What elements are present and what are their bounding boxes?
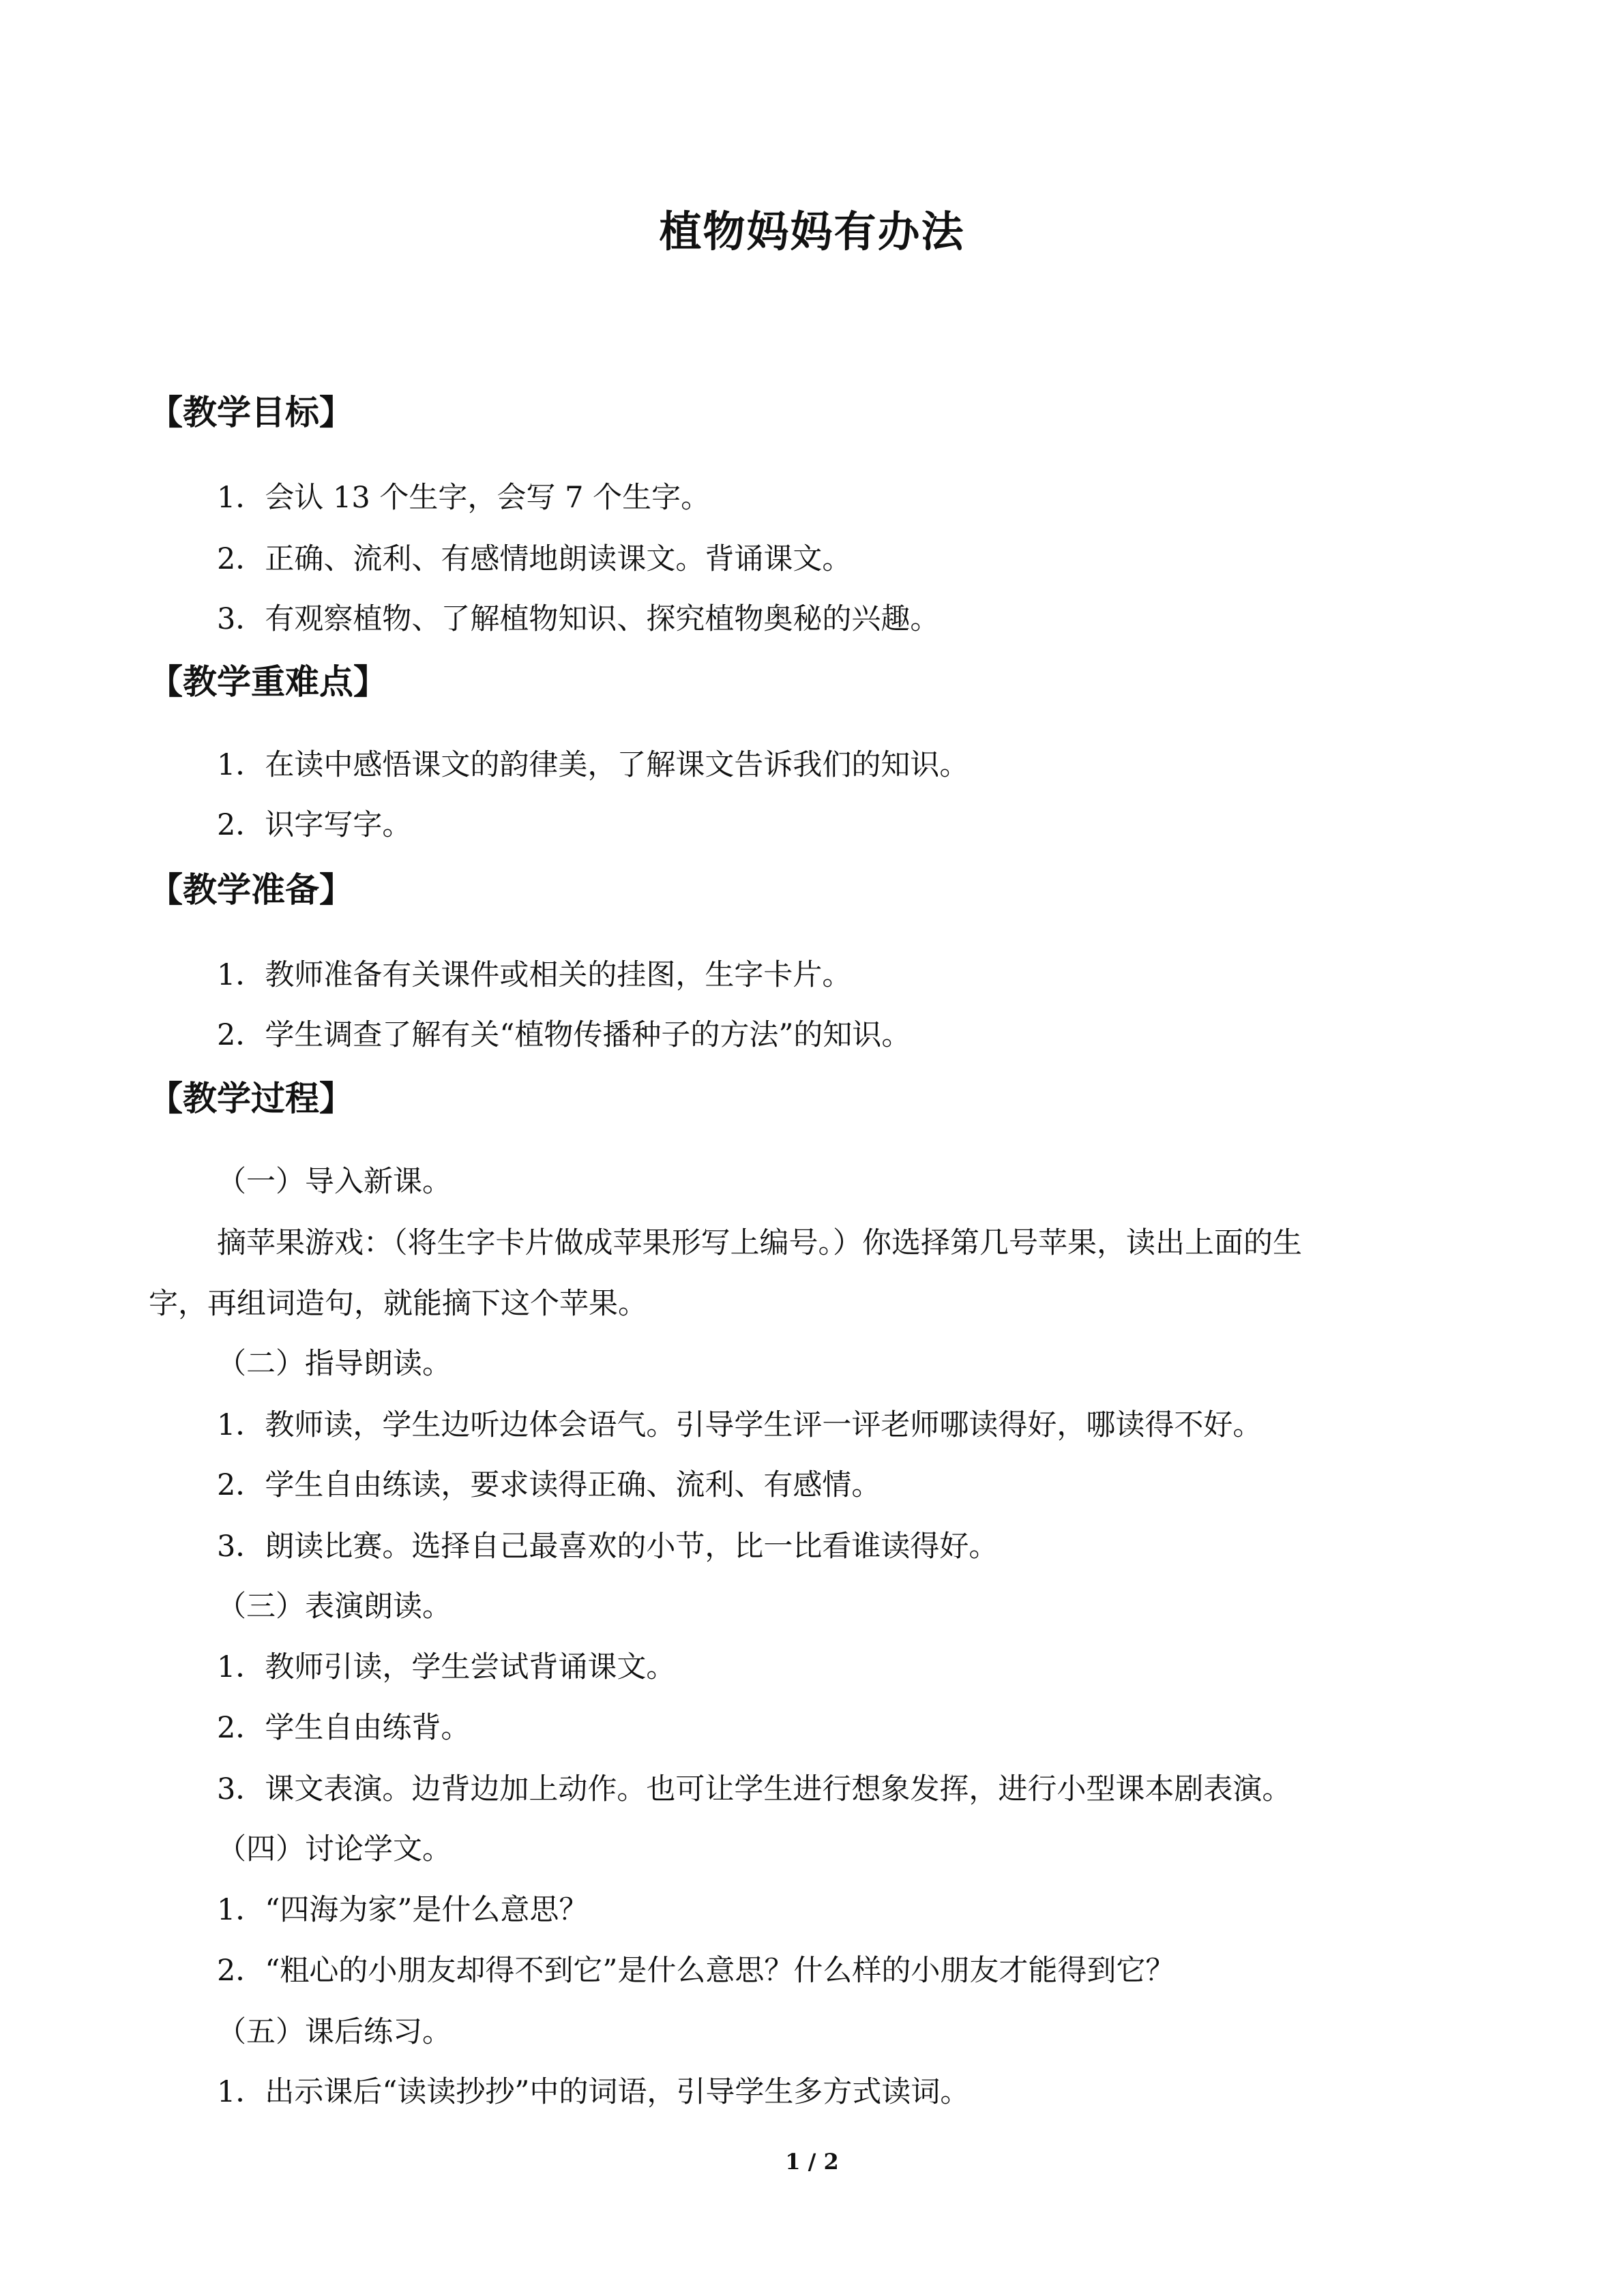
process-line: 2．“粗心的小朋友却得不到它”是什么意思？什么样的小朋友才能得到它？ bbox=[217, 1954, 1175, 1988]
process-line: 3．朗读比赛。选择自己最喜欢的小节，比一比看谁读得好。 bbox=[217, 1530, 999, 1564]
process-line: （三）表演朗读。 bbox=[217, 1590, 452, 1624]
process-line: （四）讨论学文。 bbox=[217, 1832, 452, 1866]
page-number: 1 / 2 bbox=[785, 2149, 839, 2175]
preparation-item: 1．教师准备有关课件或相关的挂图，生字卡片。 bbox=[217, 958, 852, 992]
section-heading-process: 【教学过程】 bbox=[149, 1079, 353, 1118]
section-heading-keypoints: 【教学重难点】 bbox=[149, 662, 387, 702]
process-line: （五）课后练习。 bbox=[217, 2015, 452, 2049]
process-line: 1．出示课后“读读抄抄”中的词语，引导学生多方式读词。 bbox=[217, 2075, 970, 2109]
preparation-item: 2．学生调查了解有关“植物传播种子的方法”的知识。 bbox=[217, 1018, 911, 1052]
goal-item: 1．会认 13 个生字，会写 7 个生字。 bbox=[217, 481, 711, 515]
process-line: 字，再组词造句，就能摘下这个苹果。 bbox=[149, 1287, 647, 1321]
process-line: 3．课文表演。边背边加上动作。也可让学生进行想象发挥，进行小型课本剧表演。 bbox=[217, 1772, 1292, 1806]
process-line: 1．教师读，学生边听边体会语气。引导学生评一评老师哪读得好，哪读得不好。 bbox=[217, 1408, 1263, 1442]
process-line: （一）导入新课。 bbox=[217, 1165, 452, 1199]
process-line: （二）指导朗读。 bbox=[217, 1347, 452, 1381]
process-line: 1．“四海为家”是什么意思？ bbox=[217, 1893, 589, 1927]
keypoint-item: 1．在读中感悟课文的韵律美，了解课文告诉我们的知识。 bbox=[217, 748, 969, 782]
goal-item: 2．正确、流利、有感情地朗读课文。背诵课文。 bbox=[217, 542, 852, 576]
process-line: 2．学生自由练读，要求读得正确、流利、有感情。 bbox=[217, 1468, 881, 1502]
section-heading-goals: 【教学目标】 bbox=[149, 393, 353, 432]
process-line: 摘苹果游戏：（将生字卡片做成苹果形写上编号。）你选择第几号苹果，读出上面的生 bbox=[217, 1226, 1302, 1260]
keypoint-item: 2．识字写字。 bbox=[217, 808, 412, 842]
document-title: 植物妈妈有办法 bbox=[659, 207, 965, 256]
process-line: 2．学生自由练背。 bbox=[217, 1711, 471, 1745]
goal-item: 3．有观察植物、了解植物知识、探究植物奥秘的兴趣。 bbox=[217, 602, 940, 636]
section-heading-preparation: 【教学准备】 bbox=[149, 870, 353, 910]
process-line: 1．教师引读，学生尝试背诵课文。 bbox=[217, 1650, 676, 1684]
